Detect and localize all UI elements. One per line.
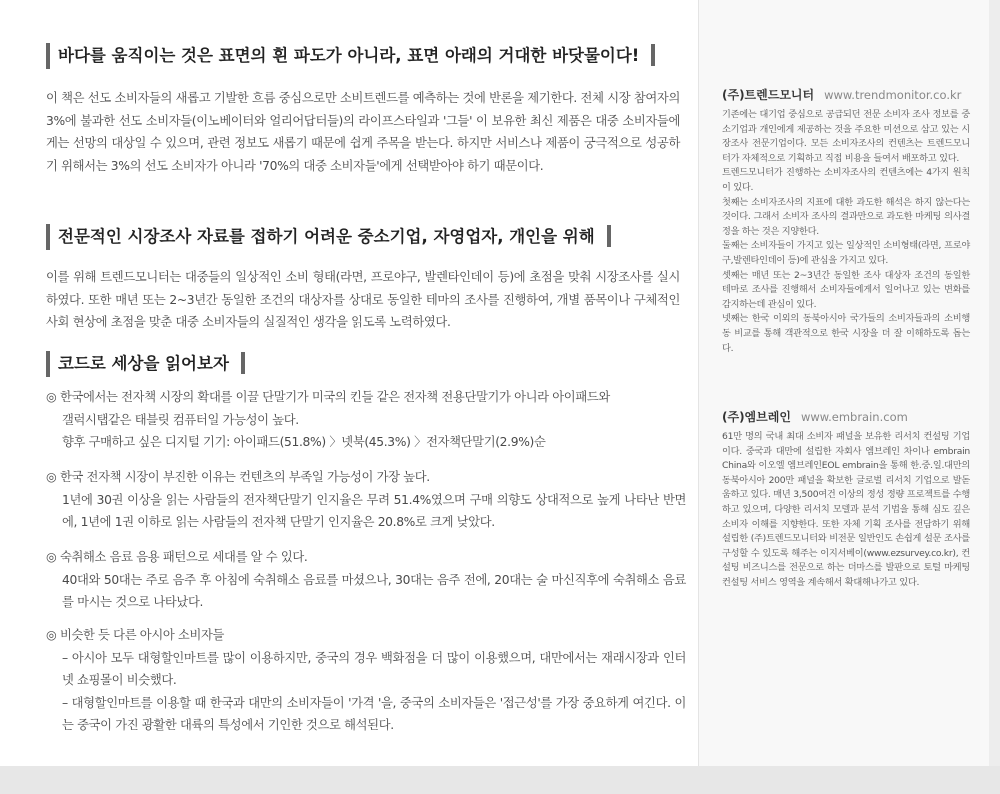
company-name: (주)엠브레인: [722, 410, 791, 424]
company-header: [722, 408, 970, 426]
description-paragraph: 둘째는 소비자들이 가지고 있는 일상적인 소비형태(라면, 프로야구,발렌타인데이 등)에 관심을 가지고 있다.: [722, 240, 970, 266]
bullet-item-3: [46, 546, 686, 614]
bullet-line: 1년에 30권 이상을 읽는 사람들의 전자책단말기 인지율은 무려 51.4%였으며 구매 의향도 상대적으로 높게 나타난 반면에, 1년에 1권 이하로 읽는 사람들의 전자책 단말기 인지율은 20.8%로 크게 낮았다.: [62, 492, 686, 529]
bullet-item-4: [46, 624, 686, 737]
bullet-item-2: [46, 466, 686, 534]
section-heading-1: 바다를 움직이는 것은 표면의 흰 파도가 아니라, 표면 아래의 거대한 바닷물이다!: [46, 43, 663, 69]
company-box-embrain: [722, 408, 970, 591]
bullet-line: 40대와 50대는 주로 음주 후 아침에 숙취해소 음료를 마셨으나, 30대는 음주 전에, 20대는 술 마신직후에 숙취해소 음료를 마시는 것으로 나타났다.: [62, 572, 686, 609]
bullet-title: ◎ 한국 전자책 시장이 부진한 이유는 컨텐츠의 부족일 가능성이 가장 높다.: [46, 470, 430, 484]
description-paragraph: 셋째는 매년 또는 2~3년간 동일한 조사 대상자 조건의 동일한 테마로 조사를 진행해서 소비자들에게서 일어나고 있는 변화를 감지하는데 관심이 있다.: [722, 269, 970, 310]
bullet-item-1: [46, 386, 686, 454]
company-description: [722, 430, 970, 591]
bullet-title: ◎ 숙취해소 음료 음용 패턴으로 세대를 알 수 있다.: [46, 550, 308, 564]
section-paragraph-1: 이 책은 선도 소비자들의 새롭고 기발한 흐름 중심으로만 소비트렌드를 예측하는 것에 반론을 제기한다. 전체 시장 참여자의 3%에 불과한 선도 소비자들(이노베이터와 얼리어답터들)의 라이프스타일과 '그들' 이 보유한 최신 제품은 대중 소비자들에게는 선망의 대상일 수 있으며, 관련 정보도 새롭기 때문에 쉽게 주목을 받는다. 하지만 서비스나 제품이 궁극적으로 성공하기 위해서는 3%의 선도 소비자가 아니라 '70%의 대중 소비자들'에게 선택받아야 하기 때문이다.: [46, 91, 680, 173]
section-paragraph-2: 이를 위해 트렌드모니터는 대중들의 일상적인 소비 형태(라면, 프로야구, 발렌타인데이 등)에 초점을 맞춰 시장조사를 실시하였다. 또한 매년 또는 2~3년간 동일한 조건의 대상자를 상대로 동일한 테마의 조사를 진행하여, 개별 품목이나 구체적인 사회 현상에 초점을 맞춘 대중 소비자들의 실질적인 생각을 읽도록 노력하였다.: [46, 270, 680, 329]
bullet-line: – 대형할인마트를 이용할 때 한국과 대만의 소비자들이 '가격 '을, 중국의 소비자들은 '접근성'를 가장 중요하게 여긴다. 이는 중국이 가진 광활한 대륙의 특성에서 기인한 것으로 해석된다.: [62, 695, 686, 732]
description-paragraph: 기존에는 대기업 중심으로 공급되던 전문 소비자 조사 정보를 중소기업과 개인에게 제공하는 것을 주요한 미션으로 삼고 있는 시장조사 전문기업이다. 모든 소비자조사의 컨텐츠는 트렌드모니터가 자체적으로 기획하고 직접 비용을 들여서 배포하고 있다.: [722, 109, 970, 164]
bullet-title: ◎ 한국에서는 전자책 시장의 확대를 이끌 단말기가 미국의 킨들 같은 전자책 전용단말기가 아니라 아이패드와: [46, 390, 610, 404]
company-box-trendmonitor: [722, 86, 970, 356]
section-heading-3: 코드로 세상을 읽어보자: [46, 351, 253, 377]
bullet-line: 향후 구매하고 싶은 디지털 기기: 아이패드(51.8%) 〉넷북(45.3%) 〉전자책단말기(2.9%)순: [62, 435, 546, 449]
company-description: [722, 108, 970, 356]
bullet-line: – 아시아 모두 대형할인마트를 많이 이용하지만, 중국의 경우 백화점을 더 많이 이용했으며, 대만에서는 재래시장과 인터넷 쇼핑몰이 비슷했다.: [62, 650, 686, 687]
section-heading-2: 전문적인 시장조사 자료를 접하기 어려운 중소기업, 자영업자, 개인을 위해: [46, 224, 619, 250]
bullet-title: ◎ 비슷한 듯 다른 아시아 소비자들: [46, 628, 225, 642]
description-paragraph: 넷째는 한국 이외의 동북아시아 국가들의 소비자들과의 소비행동 비교를 통해 객관적으로 한국 시장을 더 잘 이해하도록 돕는다.: [722, 313, 970, 354]
description-paragraph: 첫째는 소비자조사의 지표에 대한 과도한 해석은 하지 않는다는 것이다. 그래서 소비자 조사의 결과만으로 과도한 마케팅 의사결정을 하는 것은 지양한다.: [722, 196, 970, 237]
description-paragraph: 트렌드모니터가 진행하는 소비자조사의 컨텐츠에는 4가지 원칙이 있다.: [722, 167, 970, 193]
description-paragraph: 61만 명의 국내 최대 소비자 패널을 보유한 리서치 컨설팅 기업이다. 중국과 대만에 설립한 자회사 엠브레인 차이나 embrain China와 이오엘 엠브레인EOL embrain을 통해 한.중.일.대만의 동북아시아 200만 패널을 확보한 글로벌 리서치 기업으로 발돋움하고 있다. 매년 3,500여건 이상의 정성 정량 프로젝트를 수행하고 있으며, 다양한 리서치 모델과 분석 기법을 통해 심도 깊은 소비자 이해를 지향한다. 또한 자체 기획 조사를 전담하기 위해 설립한 (주)트렌드모니터와 비전문 일반인도 손쉽게 설문 조사를 구성할 수 있도록 해주는 이지서베이(www.ezsurvey.co.kr), 컨설팅 비즈니스를 전문으로 하는 더마스를 발판으로 토털 마케팅 컨설팅 서비스 영역을 계속해서 확대해나가고 있다.: [722, 431, 970, 588]
bullet-line: 갤럭시탭같은 태블릿 컴퓨터일 가능성이 높다.: [62, 412, 299, 427]
company-url: www.embrain.com: [800, 410, 908, 424]
company-url: www.trendmonitor.co.kr: [824, 88, 962, 102]
company-header: [722, 86, 970, 104]
company-name: (주)트렌드모니터: [722, 88, 815, 102]
bottom-band: [0, 766, 1000, 794]
